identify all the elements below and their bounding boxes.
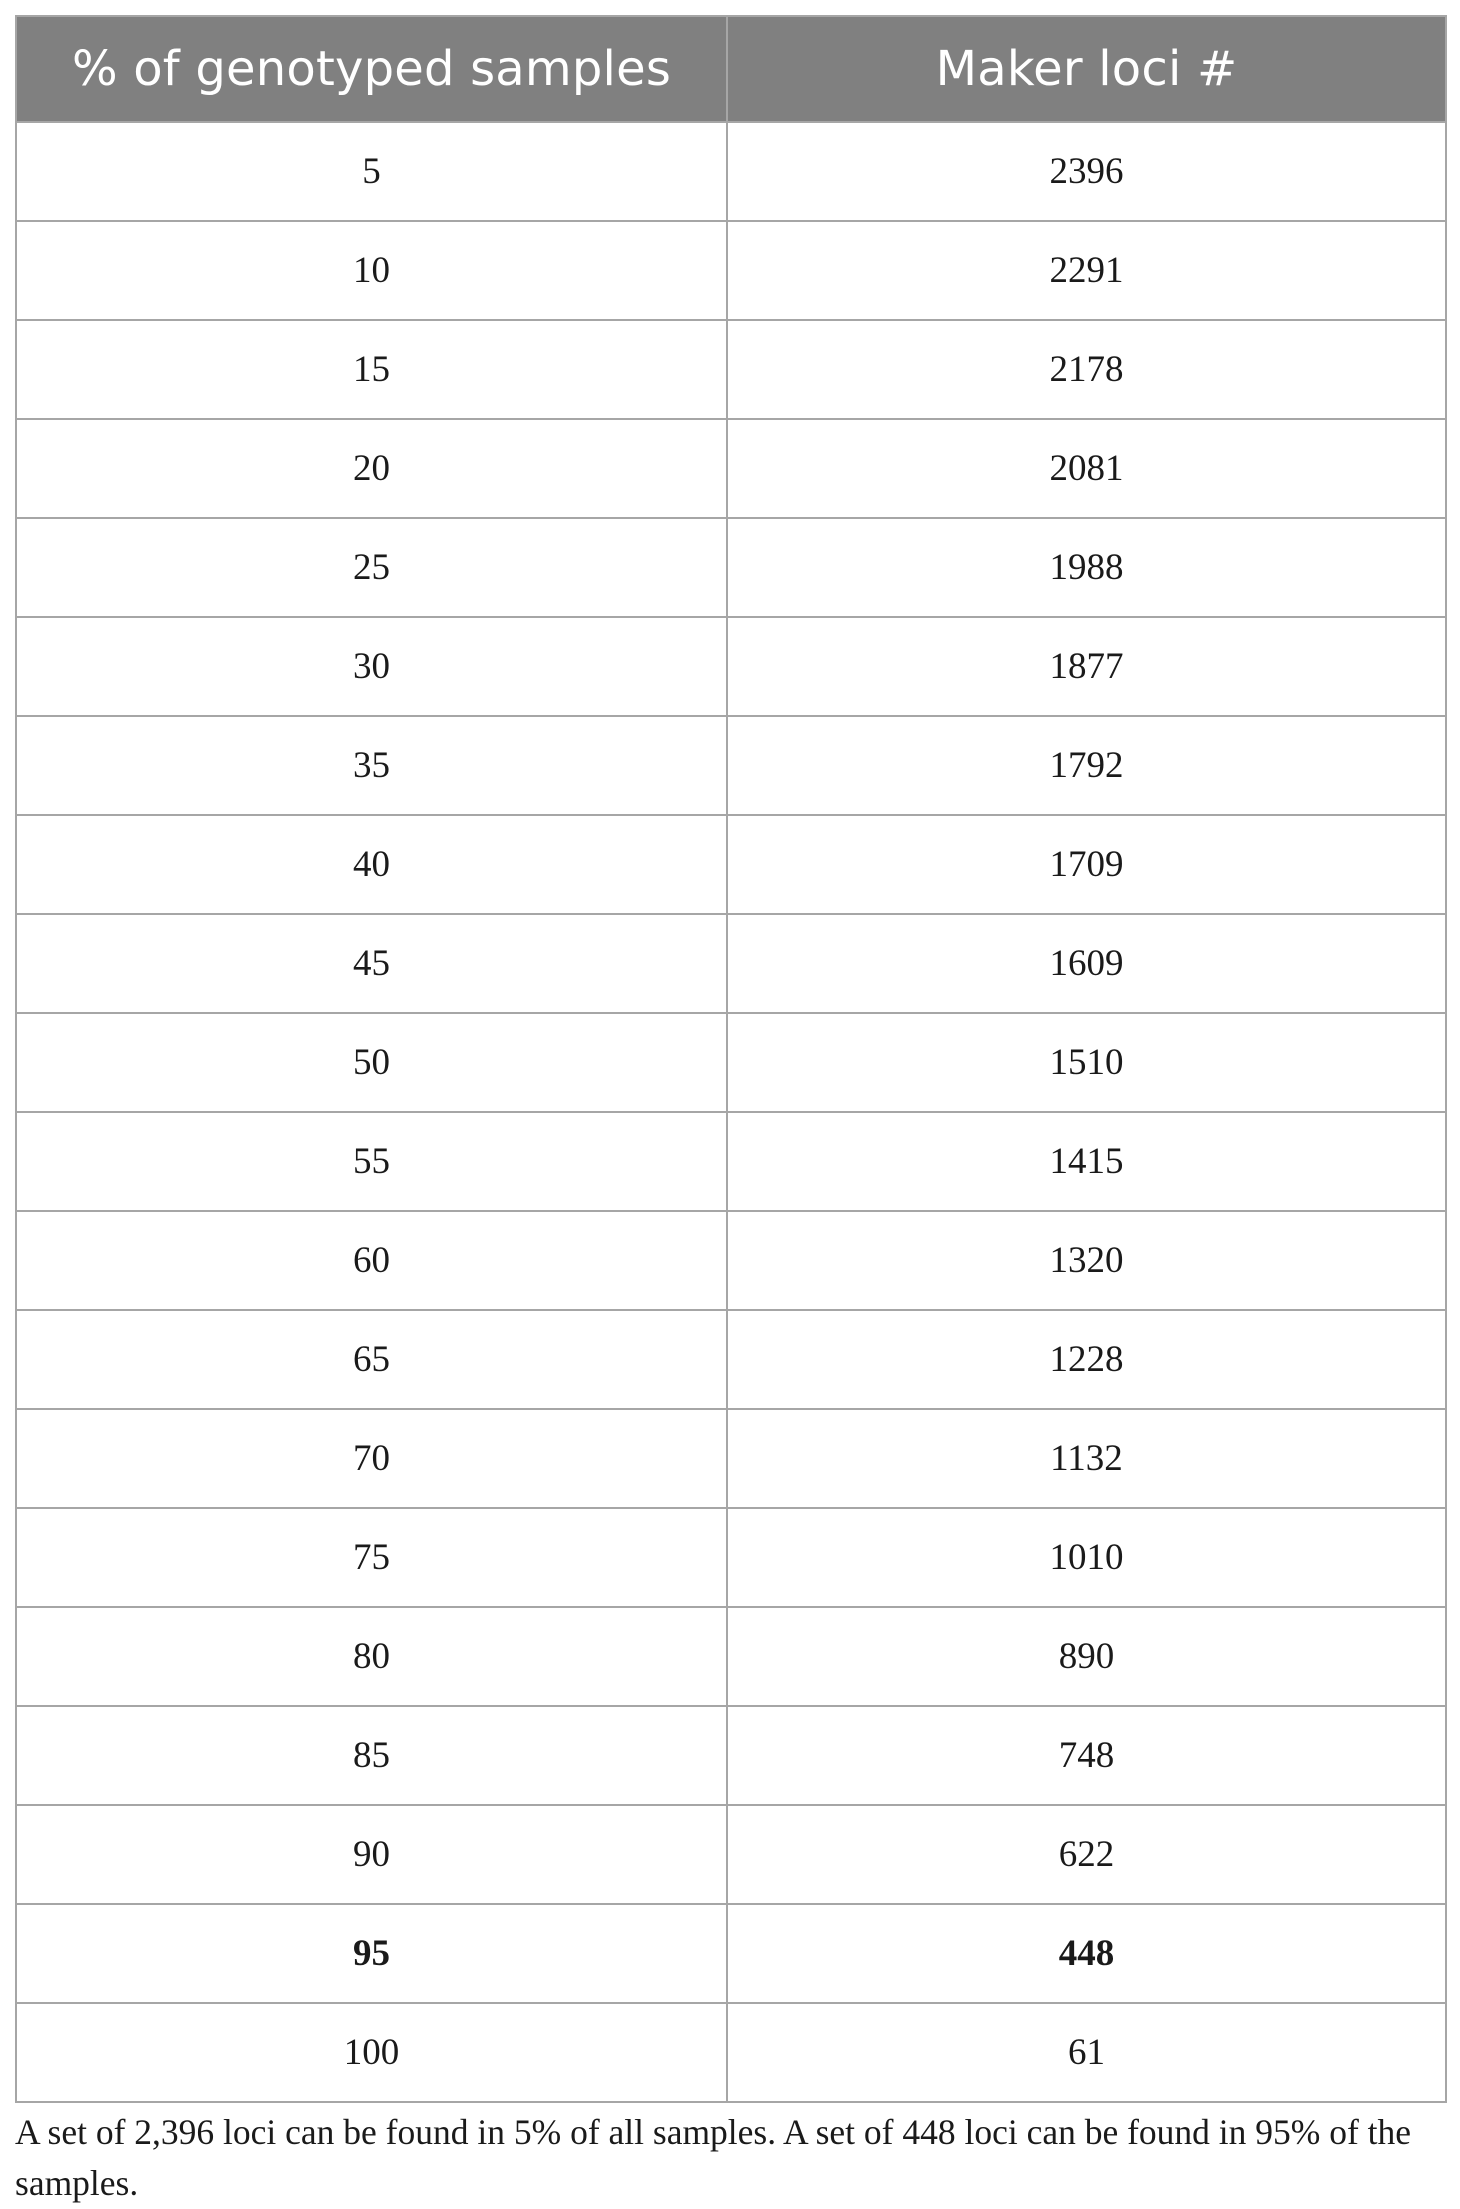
cell-genotyped-percent: 35	[16, 716, 727, 815]
table-body	[16, 122, 1446, 2102]
table-row	[16, 1508, 1446, 1607]
table-row	[16, 914, 1446, 1013]
table-row	[16, 1013, 1446, 1112]
table-row	[16, 221, 1446, 320]
cell-genotyped-percent: 65	[16, 1310, 727, 1409]
cell-genotyped-percent: 80	[16, 1607, 727, 1706]
cell-maker-loci-count: 890	[727, 1607, 1446, 1706]
cell-genotyped-percent: 75	[16, 1508, 727, 1607]
cell-genotyped-percent: 45	[16, 914, 727, 1013]
cell-maker-loci-count: 1609	[727, 914, 1446, 1013]
cell-maker-loci-count: 448	[727, 1904, 1446, 2003]
table-row	[16, 1904, 1446, 2003]
table-row	[16, 815, 1446, 914]
cell-maker-loci-count: 1228	[727, 1310, 1446, 1409]
table-footnote: A set of 2,396 loci can be found in 5% of all samples. A set of 448 loci can be found in 95% of the samples.	[15, 2112, 1412, 2203]
cell-maker-loci-count: 1320	[727, 1211, 1446, 1310]
cell-maker-loci-count: 1510	[727, 1013, 1446, 1112]
cell-maker-loci-count: 1709	[727, 815, 1446, 914]
cell-genotyped-percent: 90	[16, 1805, 727, 1904]
table-row	[16, 1112, 1446, 1211]
cell-maker-loci-count: 2396	[727, 122, 1446, 221]
cell-maker-loci-count: 61	[727, 2003, 1446, 2102]
table-row	[16, 1805, 1446, 1904]
cell-genotyped-percent: 95	[16, 1904, 727, 2003]
cell-maker-loci-count: 1415	[727, 1112, 1446, 1211]
cell-maker-loci-count: 1988	[727, 518, 1446, 617]
table-row	[16, 2003, 1446, 2102]
table-row	[16, 518, 1446, 617]
cell-maker-loci-count: 1877	[727, 617, 1446, 716]
cell-maker-loci-count: 1010	[727, 1508, 1446, 1607]
cell-maker-loci-count: 2081	[727, 419, 1446, 518]
table-row	[16, 1706, 1446, 1805]
cell-genotyped-percent: 50	[16, 1013, 727, 1112]
table-header-row	[16, 16, 1446, 122]
table-row	[16, 122, 1446, 221]
cell-genotyped-percent: 10	[16, 221, 727, 320]
cell-genotyped-percent: 15	[16, 320, 727, 419]
table-row	[16, 419, 1446, 518]
table-row	[16, 320, 1446, 419]
cell-maker-loci-count: 748	[727, 1706, 1446, 1805]
cell-maker-loci-count: 1132	[727, 1409, 1446, 1508]
cell-genotyped-percent: 60	[16, 1211, 727, 1310]
cell-maker-loci-count: 622	[727, 1805, 1446, 1904]
cell-genotyped-percent: 5	[16, 122, 727, 221]
loci-table	[15, 15, 1447, 2103]
table-row	[16, 1310, 1446, 1409]
cell-maker-loci-count: 2291	[727, 221, 1446, 320]
table-row	[16, 716, 1446, 815]
cell-genotyped-percent: 20	[16, 419, 727, 518]
table-row	[16, 1607, 1446, 1706]
loci-table-container	[15, 15, 1445, 2103]
cell-genotyped-percent: 100	[16, 2003, 727, 2102]
cell-maker-loci-count: 1792	[727, 716, 1446, 815]
cell-genotyped-percent: 85	[16, 1706, 727, 1805]
cell-genotyped-percent: 30	[16, 617, 727, 716]
cell-genotyped-percent: 40	[16, 815, 727, 914]
table-row	[16, 617, 1446, 716]
header-genotyped-samples: % of genotyped samples	[16, 16, 727, 122]
cell-genotyped-percent: 70	[16, 1409, 727, 1508]
table-row	[16, 1409, 1446, 1508]
cell-maker-loci-count: 2178	[727, 320, 1446, 419]
cell-genotyped-percent: 25	[16, 518, 727, 617]
cell-genotyped-percent: 55	[16, 1112, 727, 1211]
table-row	[16, 1211, 1446, 1310]
header-maker-loci: Maker loci #	[727, 16, 1446, 122]
